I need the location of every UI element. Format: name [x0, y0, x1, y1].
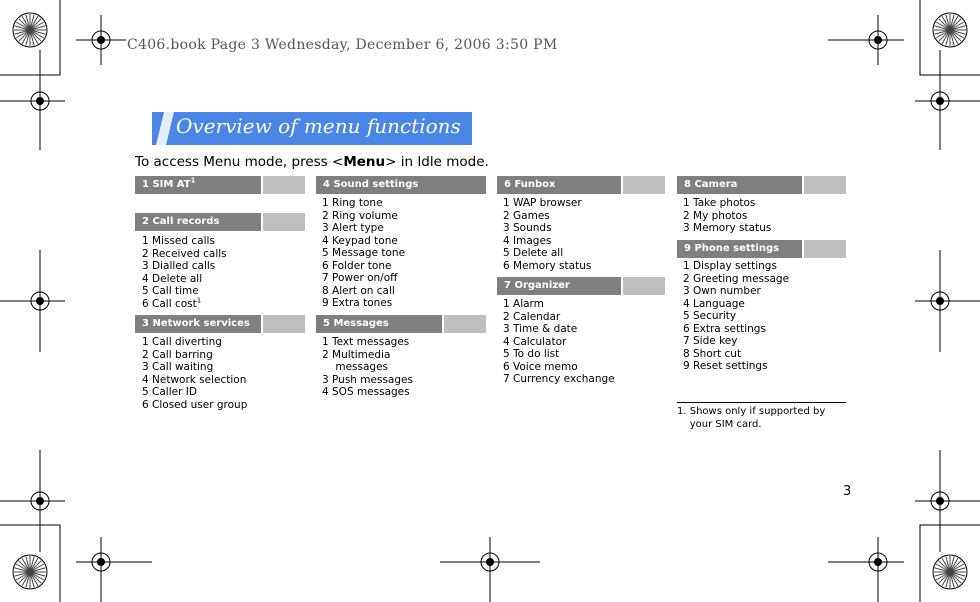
list-item: 1 Display settings	[683, 260, 777, 272]
list-network-services	[142, 336, 247, 411]
list-item: 8 Alert on call	[322, 284, 395, 297]
section-network-services: 3 Network services	[135, 315, 305, 333]
list-item: 4 Language	[683, 297, 745, 310]
section-messages: 5 Messages	[316, 315, 486, 333]
registration-target-icon	[0, 50, 65, 150]
list-item: 2 Call barring	[142, 348, 213, 361]
list-item: 4 Calculator	[503, 335, 567, 348]
list-item: 4 Network selection	[142, 373, 247, 386]
list-item: messages	[322, 361, 389, 373]
list-item: 2 Games	[503, 209, 550, 222]
list-item: 3 Dialled calls	[142, 260, 216, 272]
list-sound-settings	[322, 197, 405, 310]
list-item: 8 Short cut	[683, 347, 742, 360]
registration-target-icon	[915, 250, 980, 352]
list-item: 2 Ring volume	[322, 209, 398, 222]
section-sound-settings: 4 Sound settings	[316, 176, 486, 194]
list-item: 1 Call diverting	[142, 336, 222, 348]
list-item: 6 Memory status	[503, 259, 592, 272]
section-organizer: 7 Organizer	[497, 277, 665, 295]
list-call-records	[142, 235, 227, 310]
list-item: 4 Images	[503, 234, 552, 247]
list-item: 1 Missed calls	[142, 235, 215, 247]
list-item: 1 Alarm	[503, 298, 544, 310]
list-item: 2 Received calls	[142, 247, 227, 260]
list-phone-settings	[683, 260, 789, 373]
print-header: C406.book Page 3 Wednesday, December 6, 2006 3:50 PM	[127, 37, 558, 53]
list-item: 3 Push messages	[322, 373, 413, 386]
list-item: 3 Memory status	[683, 222, 772, 234]
list-item: 3 Alert type	[322, 222, 384, 234]
list-funbox	[503, 197, 591, 272]
list-item: 2 Multimedia	[322, 348, 391, 361]
list-item: 5 Delete all	[503, 247, 564, 259]
list-item: 7 Power on/off	[322, 272, 398, 284]
registration-target-icon	[440, 537, 540, 602]
registration-target-icon	[0, 450, 65, 552]
list-item: 4 SOS messages	[322, 386, 410, 398]
section-call-records: 2 Call records	[135, 213, 305, 231]
banner-slant	[152, 112, 174, 145]
list-item: 9 Extra tones	[322, 297, 393, 309]
list-item: 3 Call waiting	[142, 361, 214, 373]
list-item: 5 To do list	[503, 348, 560, 360]
footnote-rule	[677, 402, 846, 403]
list-item: 6 Closed user group	[142, 398, 248, 411]
registration-target-icon	[828, 15, 904, 65]
list-item: 3 Own number	[683, 285, 761, 297]
list-camera	[683, 197, 771, 235]
list-item: 7 Currency exchange	[503, 373, 615, 385]
list-item: 2 Greeting message	[683, 272, 790, 285]
list-item: 1 Take photos	[683, 197, 756, 209]
list-item: 3 Time & date	[503, 323, 578, 335]
list-item: 5 Caller ID	[142, 386, 197, 398]
list-item: 5 Security	[683, 310, 737, 322]
list-item: 9 Reset settings	[683, 360, 768, 372]
list-item: 5 Message tone	[322, 247, 406, 259]
list-item: 1 Text messages	[322, 336, 410, 348]
list-item: 1 WAP browser	[503, 197, 582, 209]
registration-target-icon	[915, 50, 980, 150]
registration-target-icon	[828, 537, 904, 602]
page-title: Overview of menu functions	[176, 114, 461, 138]
page-number: 3	[843, 484, 852, 499]
section-sim-at: 1 SIM $AT^1$	[135, 176, 305, 194]
list-item: 7 Side key	[683, 335, 738, 347]
registration-target-icon	[0, 250, 65, 352]
list-item: 6 Extra settings	[683, 322, 766, 335]
list-item: 4 Delete all	[142, 272, 203, 285]
list-item: 6 Call cost$^1$	[142, 296, 202, 310]
list-item: 4 Keypad tone	[322, 234, 398, 247]
section-funbox: 6 Funbox	[497, 176, 665, 194]
registration-target-icon	[76, 537, 152, 602]
section-camera: 8 Camera	[677, 176, 846, 194]
intro-text: To access Menu mode, press <Menu> in Idle mode.	[135, 154, 489, 170]
list-item: 2 My photos	[683, 209, 748, 222]
footnote: 1. Shows only if supported by your SIM card.	[677, 406, 826, 430]
list-item: 3 Sounds	[503, 222, 552, 234]
list-messages	[322, 336, 413, 399]
list-item: 1 Ring tone	[322, 197, 383, 209]
list-item: 2 Calendar	[503, 310, 561, 323]
list-item: 5 Call time	[142, 285, 199, 297]
section-phone-settings: 9 Phone settings	[677, 240, 846, 258]
list-organizer	[503, 298, 615, 386]
list-item: 6 Voice memo	[503, 360, 578, 373]
menu-key: Menu	[343, 154, 386, 170]
list-item: 6 Folder tone	[322, 259, 392, 272]
registration-target-icon	[915, 450, 980, 552]
